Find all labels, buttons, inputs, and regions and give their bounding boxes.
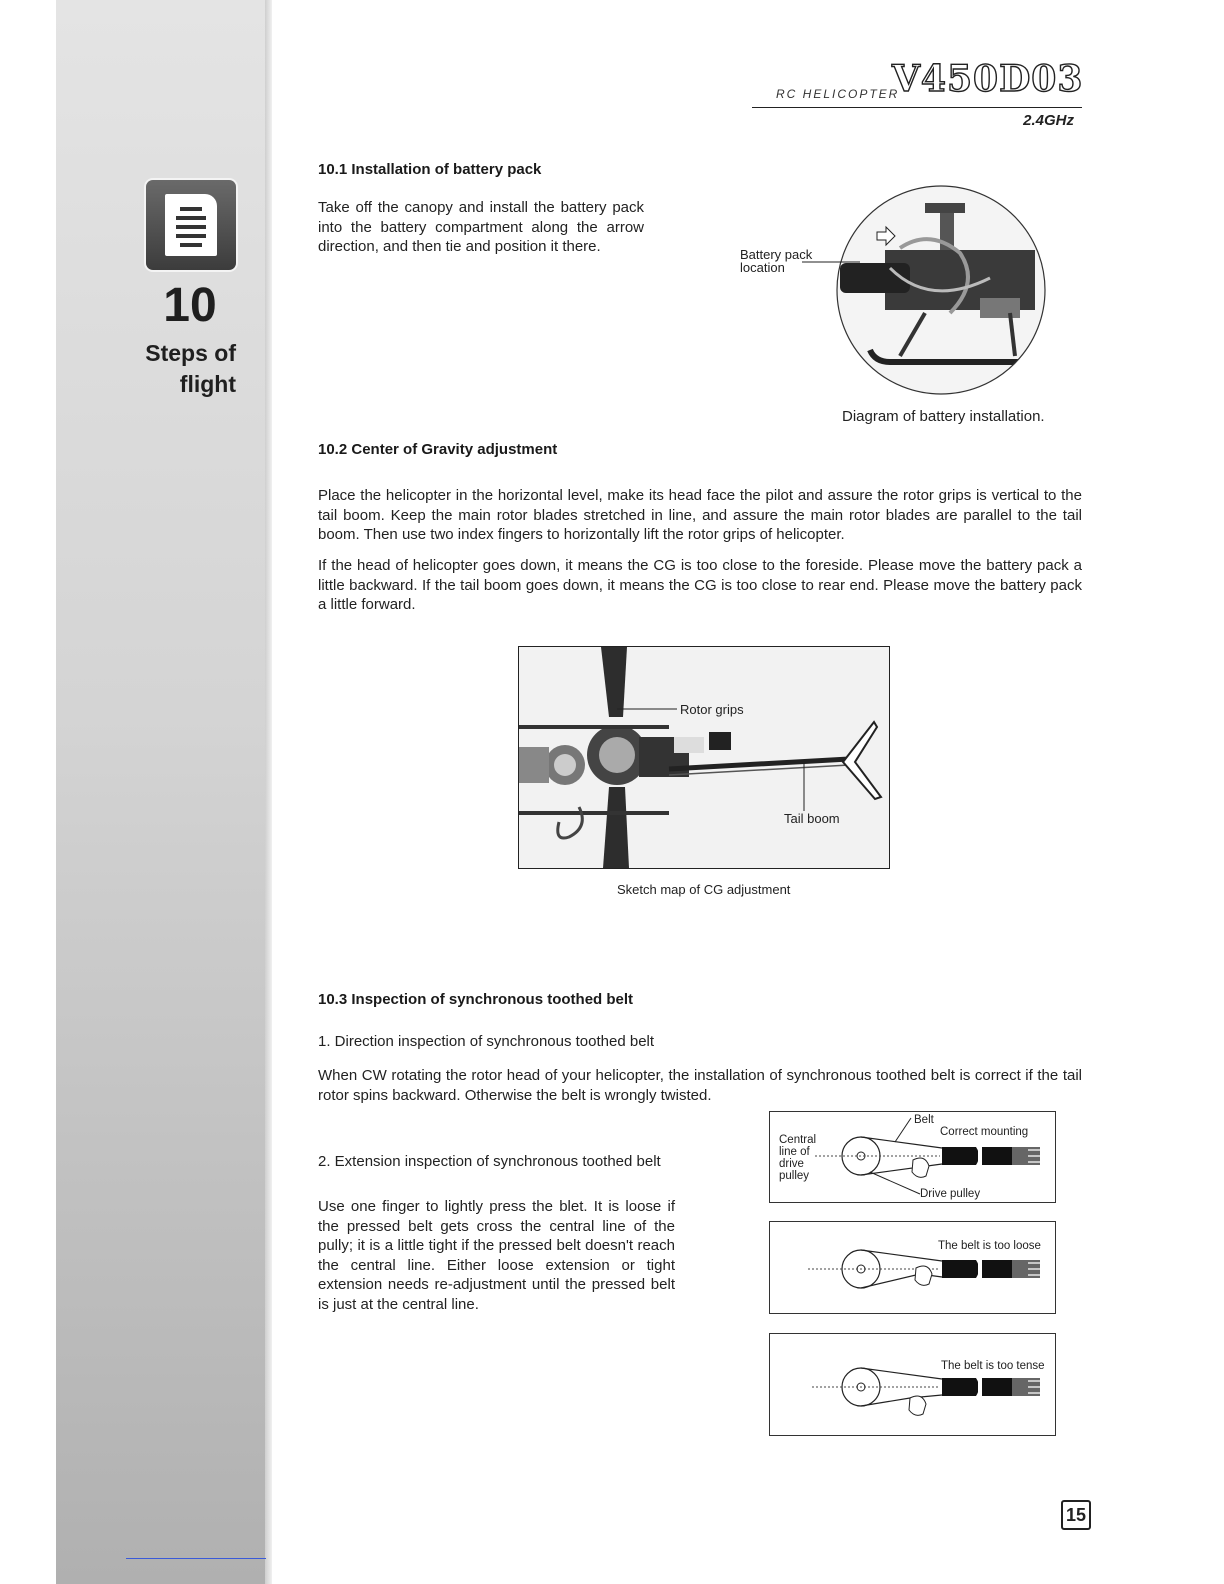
central-line-label-4: pulley: [779, 1170, 810, 1182]
central-line-label-3: drive: [779, 1158, 804, 1170]
cg-adjustment-photo: [518, 646, 890, 869]
belt-subheading-extension: 2. Extension inspection of synchronous toothed belt: [318, 1153, 661, 1170]
belt-direction-paragraph: When CW rotating the rotor head of your helicopter, the installation of synchronous toothed belt is correct if the tail rotor spins backward. Otherwise the belt is wrongly twisted.: [318, 1067, 1082, 1104]
battery-location-label: [740, 248, 812, 274]
cg-diagram-caption: Sketch map of CG adjustment: [617, 882, 791, 897]
battery-location-label-line1: Battery pack: [740, 247, 813, 262]
product-line: RC HELICOPTER: [776, 87, 900, 101]
central-line-label-1: Central: [779, 1134, 817, 1146]
belt-figure-loose: [769, 1221, 1056, 1314]
chapter-number: 10: [163, 279, 217, 332]
sidebar-edge: [265, 0, 272, 1584]
cg-paragraph-2: If the head of helicopter goes down, it means the CG is too close to the foreside. Please move the battery pack a little backward. If the tail boom goes down, it means the CG is too close to rear end. Please move the battery pack a little forward.: [318, 557, 1082, 613]
chapter-title: [110, 338, 236, 400]
tail-boom-label: Tail boom: [784, 811, 840, 826]
central-line-label: [779, 1134, 816, 1182]
battery-paragraph: Take off the canopy and install the battery pack into the battery compartment along the arrow direction, and then tie and position it there.: [318, 199, 644, 255]
page-number: 15: [1061, 1500, 1091, 1530]
section-heading-belt: 10.3 Inspection of synchronous toothed belt: [318, 991, 634, 1008]
central-line-label-2: line of: [779, 1146, 810, 1158]
belt-too-loose-title: The belt is too loose: [938, 1240, 1041, 1252]
belt-subheading-direction: 1. Direction inspection of synchronous toothed belt: [318, 1033, 655, 1050]
section-heading-battery: 10.1 Installation of battery pack: [318, 161, 542, 178]
rotor-grips-label: Rotor grips: [680, 702, 744, 717]
belt-extension-paragraph: Use one finger to lightly press the blet. It is loose if the pressed belt gets cross the central line of the pully; it is a little tight if the pressed belt doesn't reach the central line. Either loose extension or tight extension needs re-adjustment until the pressed belt is just at the central line.: [318, 1198, 675, 1313]
belt-too-tense-title: The belt is too tense: [941, 1360, 1045, 1372]
section-heading-cg: 10.2 Center of Gravity adjustment: [318, 441, 558, 458]
document-icon: [146, 180, 236, 270]
belt-tense-diagram: [770, 1334, 1055, 1435]
belt-figure-tense: [769, 1333, 1056, 1436]
header-rule: [752, 107, 1082, 108]
belt-figure-correct: [769, 1111, 1056, 1203]
frequency-label: 2.4GHz: [1023, 112, 1074, 129]
model-logo: V450D03: [892, 58, 1084, 100]
sidebar-link-line: [126, 1558, 266, 1559]
correct-mounting-title: Correct mounting: [940, 1126, 1029, 1138]
cg-paragraph-1: Place the helicopter in the horizontal level, make its head face the pilot and assure the rotor grips is vertical to the tail boom. Keep the main rotor blades stretched in line, and assure the main rotor blades are parallel to the tail boom. Then use two index fingers to horizontally lift the rotor grips of helicopter.: [318, 487, 1082, 543]
belt-label: Belt: [914, 1114, 934, 1126]
belt-loose-diagram: [770, 1222, 1055, 1313]
brand-header: [752, 58, 1084, 132]
battery-install-diagram: [730, 178, 1060, 408]
chapter-title-line1: Steps of: [145, 340, 236, 366]
battery-diagram-caption: Diagram of battery installation.: [842, 408, 1045, 425]
battery-location-label-line2: location: [740, 260, 785, 275]
drive-pulley-label: Drive pulley: [920, 1188, 981, 1200]
chapter-title-line2: flight: [179, 371, 236, 397]
helicopter-top-view: [519, 647, 889, 868]
